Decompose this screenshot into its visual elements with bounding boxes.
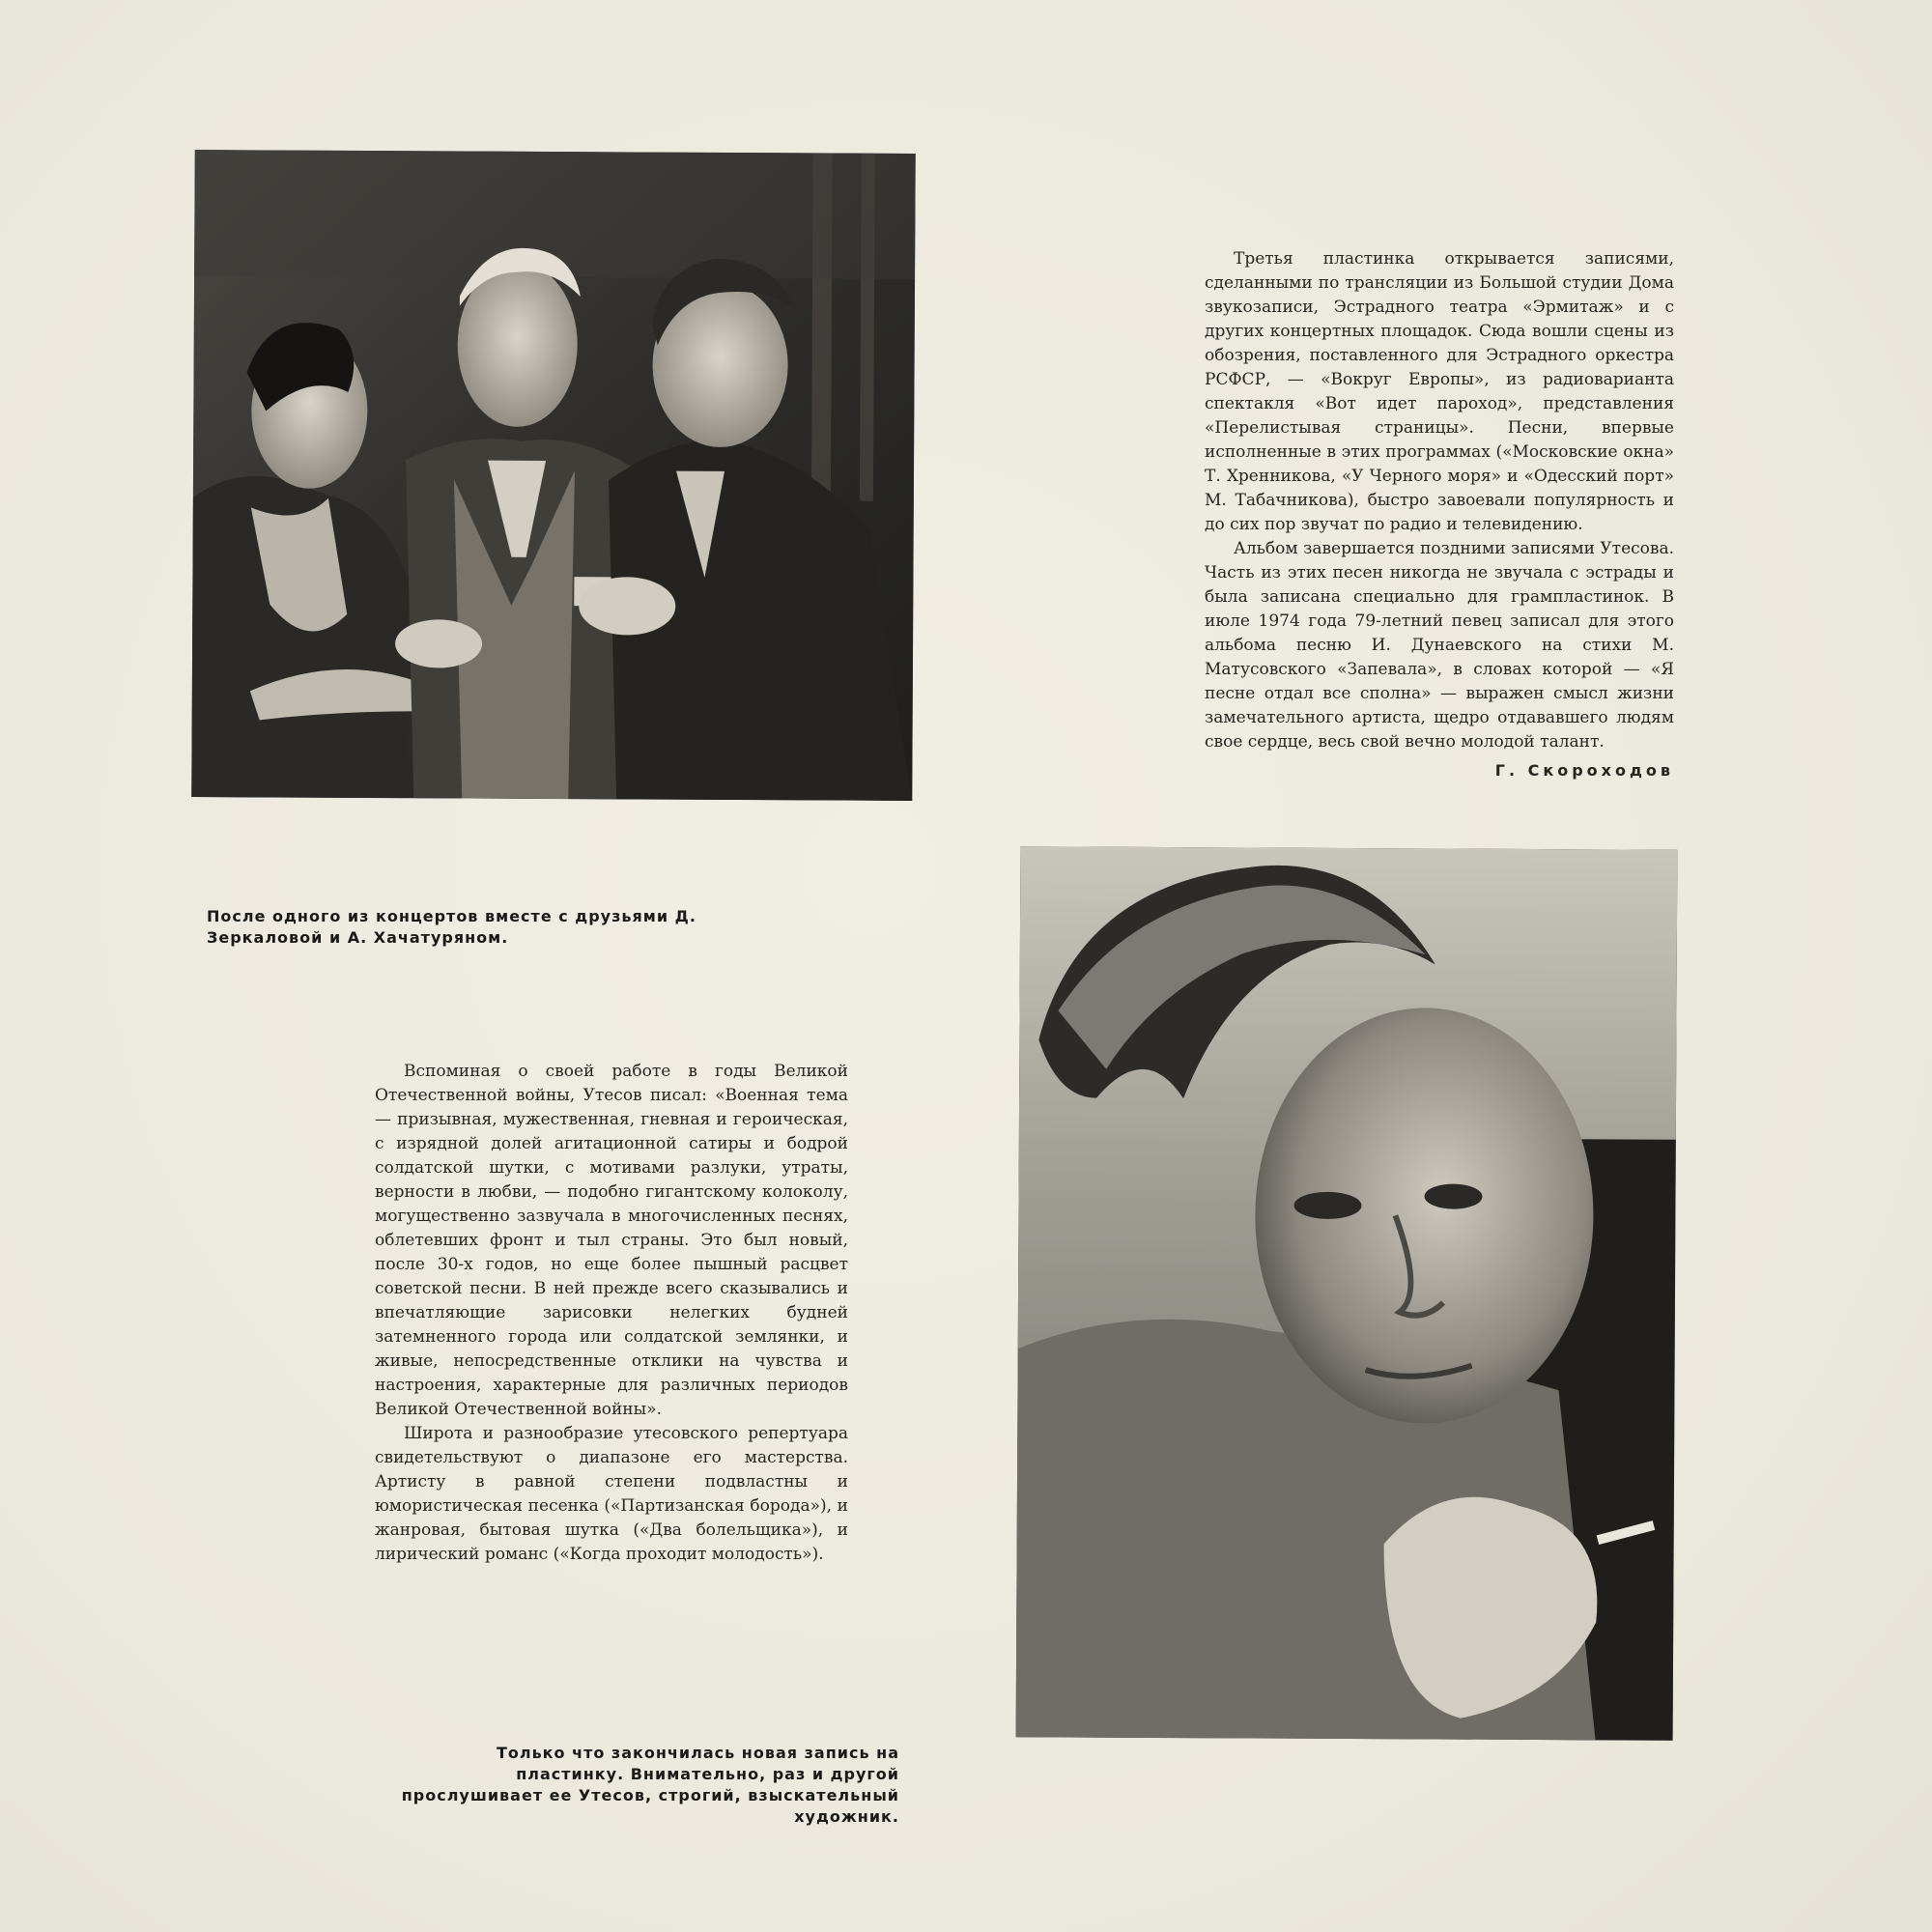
photo-friends-after-concert bbox=[191, 150, 915, 801]
photo-utesov-portrait bbox=[1016, 846, 1678, 1741]
caption-top-photo: После одного из концертов вместе с друзьями Д. Зеркаловой и А. Хачатуряном. bbox=[207, 907, 696, 947]
paragraph: Альбом завершается поздними записями Утесова. Часть из этих песен никогда не звучала с эстрады и была записана специально для грампластинок. В июле 1974 года 79-летний певец записал для этого альбома песню И. Дунаевского на стихи М. Матусовского «Запевала», в словах которой — «Я песне отдал все сполна» — выражен смысл жизни замечательного артиста, щедро отдававшего людям свое сердце, весь свой вечно молодой талант. bbox=[1205, 539, 1674, 752]
caption-bottom-photo: Только что закончилась новая запись на пластинку. Внимательно, раз и другой прослушивает ее Утесов, строгий, взыскательный художник. bbox=[401, 1744, 899, 1826]
text-column-right bbox=[1205, 247, 1674, 782]
photo-portrait-image bbox=[1016, 846, 1678, 1741]
paragraph: Вспоминая о своей работе в годы Великой Отечественной войны, Утесов писал: «Военная тема — призывная, мужественная, гневная и героическая, с изрядной долей агитационной сатиры и бодрой солдатской шутки, с мотивами разлуки, утраты, верности в любви, — подобно гигантскому колоколу, могущественно зазвучала в многочисленных песнях, облетевших фронт и тыл страны. Это был новый, после 30-х годов, но еще более пышный расцвет советской песни. В ней прежде всего сказывались и впечатляющие зарисовки нелегких будней затемненного города или солдатской землянки, и живые, непосредственные отклики на чувства и настроения, характерные для различных периодов Великой Отечественной войны». bbox=[375, 1062, 848, 1419]
paragraph: Широта и разнообразие утесовского репертуара свидетельствуют о диапазоне его мастерства. Артисту в равной степени подвластны и юмористическая песенка («Партизанская борода»), и жанровая, бытовая шутка («Два болельщика»), и лирический романс («Когда проходит молодость»). bbox=[375, 1424, 848, 1564]
paragraph: Третья пластинка открывается записями, сделанными по трансляции из Большой студии Дома звукозаписи, Эстрадного театра «Эрмитаж» и с других концертных площадок. Сюда вошли сцены из обозрения, поставленного для Эстрадного оркестра РСФСР, — «Вокруг Европы», из радиоварианта спектакля «Вот идет пароход», представления «Перелистывая страницы». Песни, впервые исполненные в этих программах («Московские окна» Т. Хренникова, «У Черного моря» и «Одесский порт» М. Табачникова), быстро завоевали популярность и до сих пор звучат по радио и телевидению. bbox=[1205, 249, 1674, 534]
photo-friends-image bbox=[191, 150, 915, 801]
text-column-left bbox=[375, 1060, 848, 1567]
author-signature: Г. Скороходов bbox=[1494, 761, 1674, 780]
